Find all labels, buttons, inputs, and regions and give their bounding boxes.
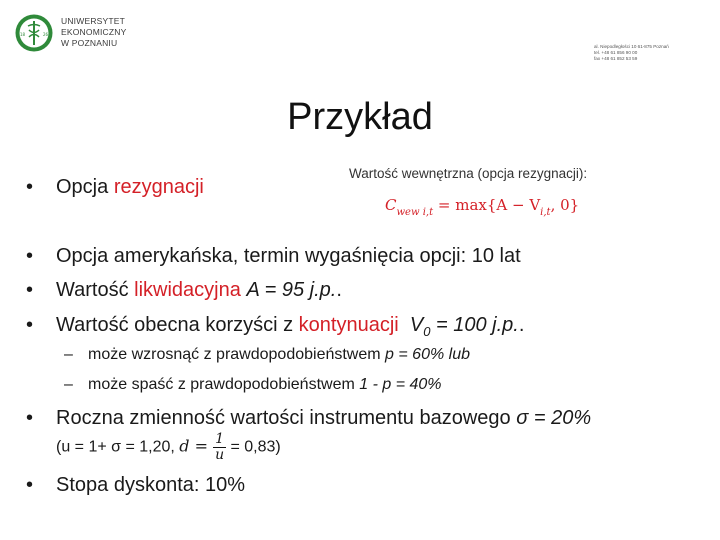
university-name — [61, 16, 126, 49]
bullet-dot: • — [26, 407, 34, 429]
volatility-factors — [56, 432, 281, 463]
continuation-value: = 100 j.p. — [430, 314, 519, 336]
bullet-text: Wartość — [56, 279, 135, 301]
factor-up-text: (u = 1+ σ = 1,20, — [56, 438, 180, 456]
bullet-suffix: . — [336, 279, 342, 301]
formula-subscript-2: i,t — [540, 207, 551, 218]
highlight-term: likwidacyjna — [134, 279, 241, 301]
address-line3: fax +48 61 852 53 59 — [594, 56, 638, 62]
bullet-dot: • — [26, 176, 34, 198]
volatility-value: σ = 20% — [516, 407, 592, 429]
factor-fraction — [213, 432, 226, 463]
sub-bullet-up — [88, 346, 470, 364]
slide-title: Przykład — [287, 96, 433, 138]
factor-down-text: = 0,83) — [226, 438, 281, 456]
bullet-american-option: Opcja amerykańska, termin wygaśnięcia opcji: 10 lat — [56, 245, 521, 267]
bullet-abandonment-option — [56, 176, 204, 199]
sub-bullet-down — [88, 376, 442, 394]
emblem-year-right: 26 — [43, 32, 49, 37]
university-name-line3: W POZNANIU — [61, 38, 118, 48]
university-emblem-icon — [14, 13, 54, 53]
bullet-text: Opcja — [56, 176, 114, 198]
fraction-denominator: u — [215, 447, 225, 463]
sub-bullet-dash: – — [64, 376, 73, 393]
bullet-dot: • — [26, 279, 34, 301]
sub-bullet-dash: – — [64, 346, 73, 363]
bullet-dot: • — [26, 314, 34, 336]
factor-equals: = — [189, 436, 214, 456]
bullet-text: Roczna zmienność wartości instrumentu bazowego — [56, 407, 517, 429]
address-line2: tel. +48 61 856 90 00 — [594, 50, 638, 56]
continuation-symbol: V — [409, 314, 424, 336]
probability-up: p = 60% lub — [385, 346, 470, 363]
formula-end: , 0} — [550, 196, 580, 214]
bullet-dot: • — [26, 474, 34, 496]
bullet-text: Wartość obecna korzyści z — [56, 314, 299, 336]
bullet-discount-rate: Stopa dyskonta: 10% — [56, 474, 246, 496]
clipped-bullet-area — [0, 468, 720, 496]
highlight-term: rezygnacji — [113, 176, 204, 198]
emblem-year-left: 18 — [20, 32, 26, 37]
factor-d-symbol: d — [179, 436, 190, 456]
intrinsic-value-label: Wartość wewnętrzna (opcja rezygnacji): — [349, 166, 588, 181]
formula-body: = max{A − V — [433, 196, 541, 214]
address-line1: al. Niepodległości 10 61-875 Poznań — [594, 44, 669, 49]
formula-symbol: C — [385, 196, 397, 214]
sub-bullet-text: może wzrosnąć z prawdopodobieństwem — [88, 346, 386, 363]
probability-down: 1 - p = 40% — [359, 376, 442, 393]
bullet-continuation-value — [56, 314, 524, 339]
fraction-numerator: 1 — [215, 431, 225, 447]
formula-subscript: wew i,t — [396, 207, 434, 218]
bullet-liquidation-value — [56, 279, 342, 302]
highlight-term: kontynuacji — [298, 314, 399, 336]
university-name-line2: EKONOMICZNY — [61, 27, 127, 37]
sub-bullet-text: może spaść z prawdopodobieństwem — [88, 376, 360, 393]
continuation-subscript: 0 — [423, 324, 431, 339]
intrinsic-value-formula — [385, 196, 580, 218]
bullet-suffix: . — [518, 314, 525, 336]
liquidation-value: A = 95 j.p. — [246, 279, 337, 301]
bullet-dot: • — [26, 245, 34, 267]
university-logo — [14, 13, 134, 57]
bullet-volatility — [56, 407, 591, 430]
contact-address — [594, 44, 669, 63]
university-name-line1: UNIWERSYTET — [61, 16, 126, 26]
